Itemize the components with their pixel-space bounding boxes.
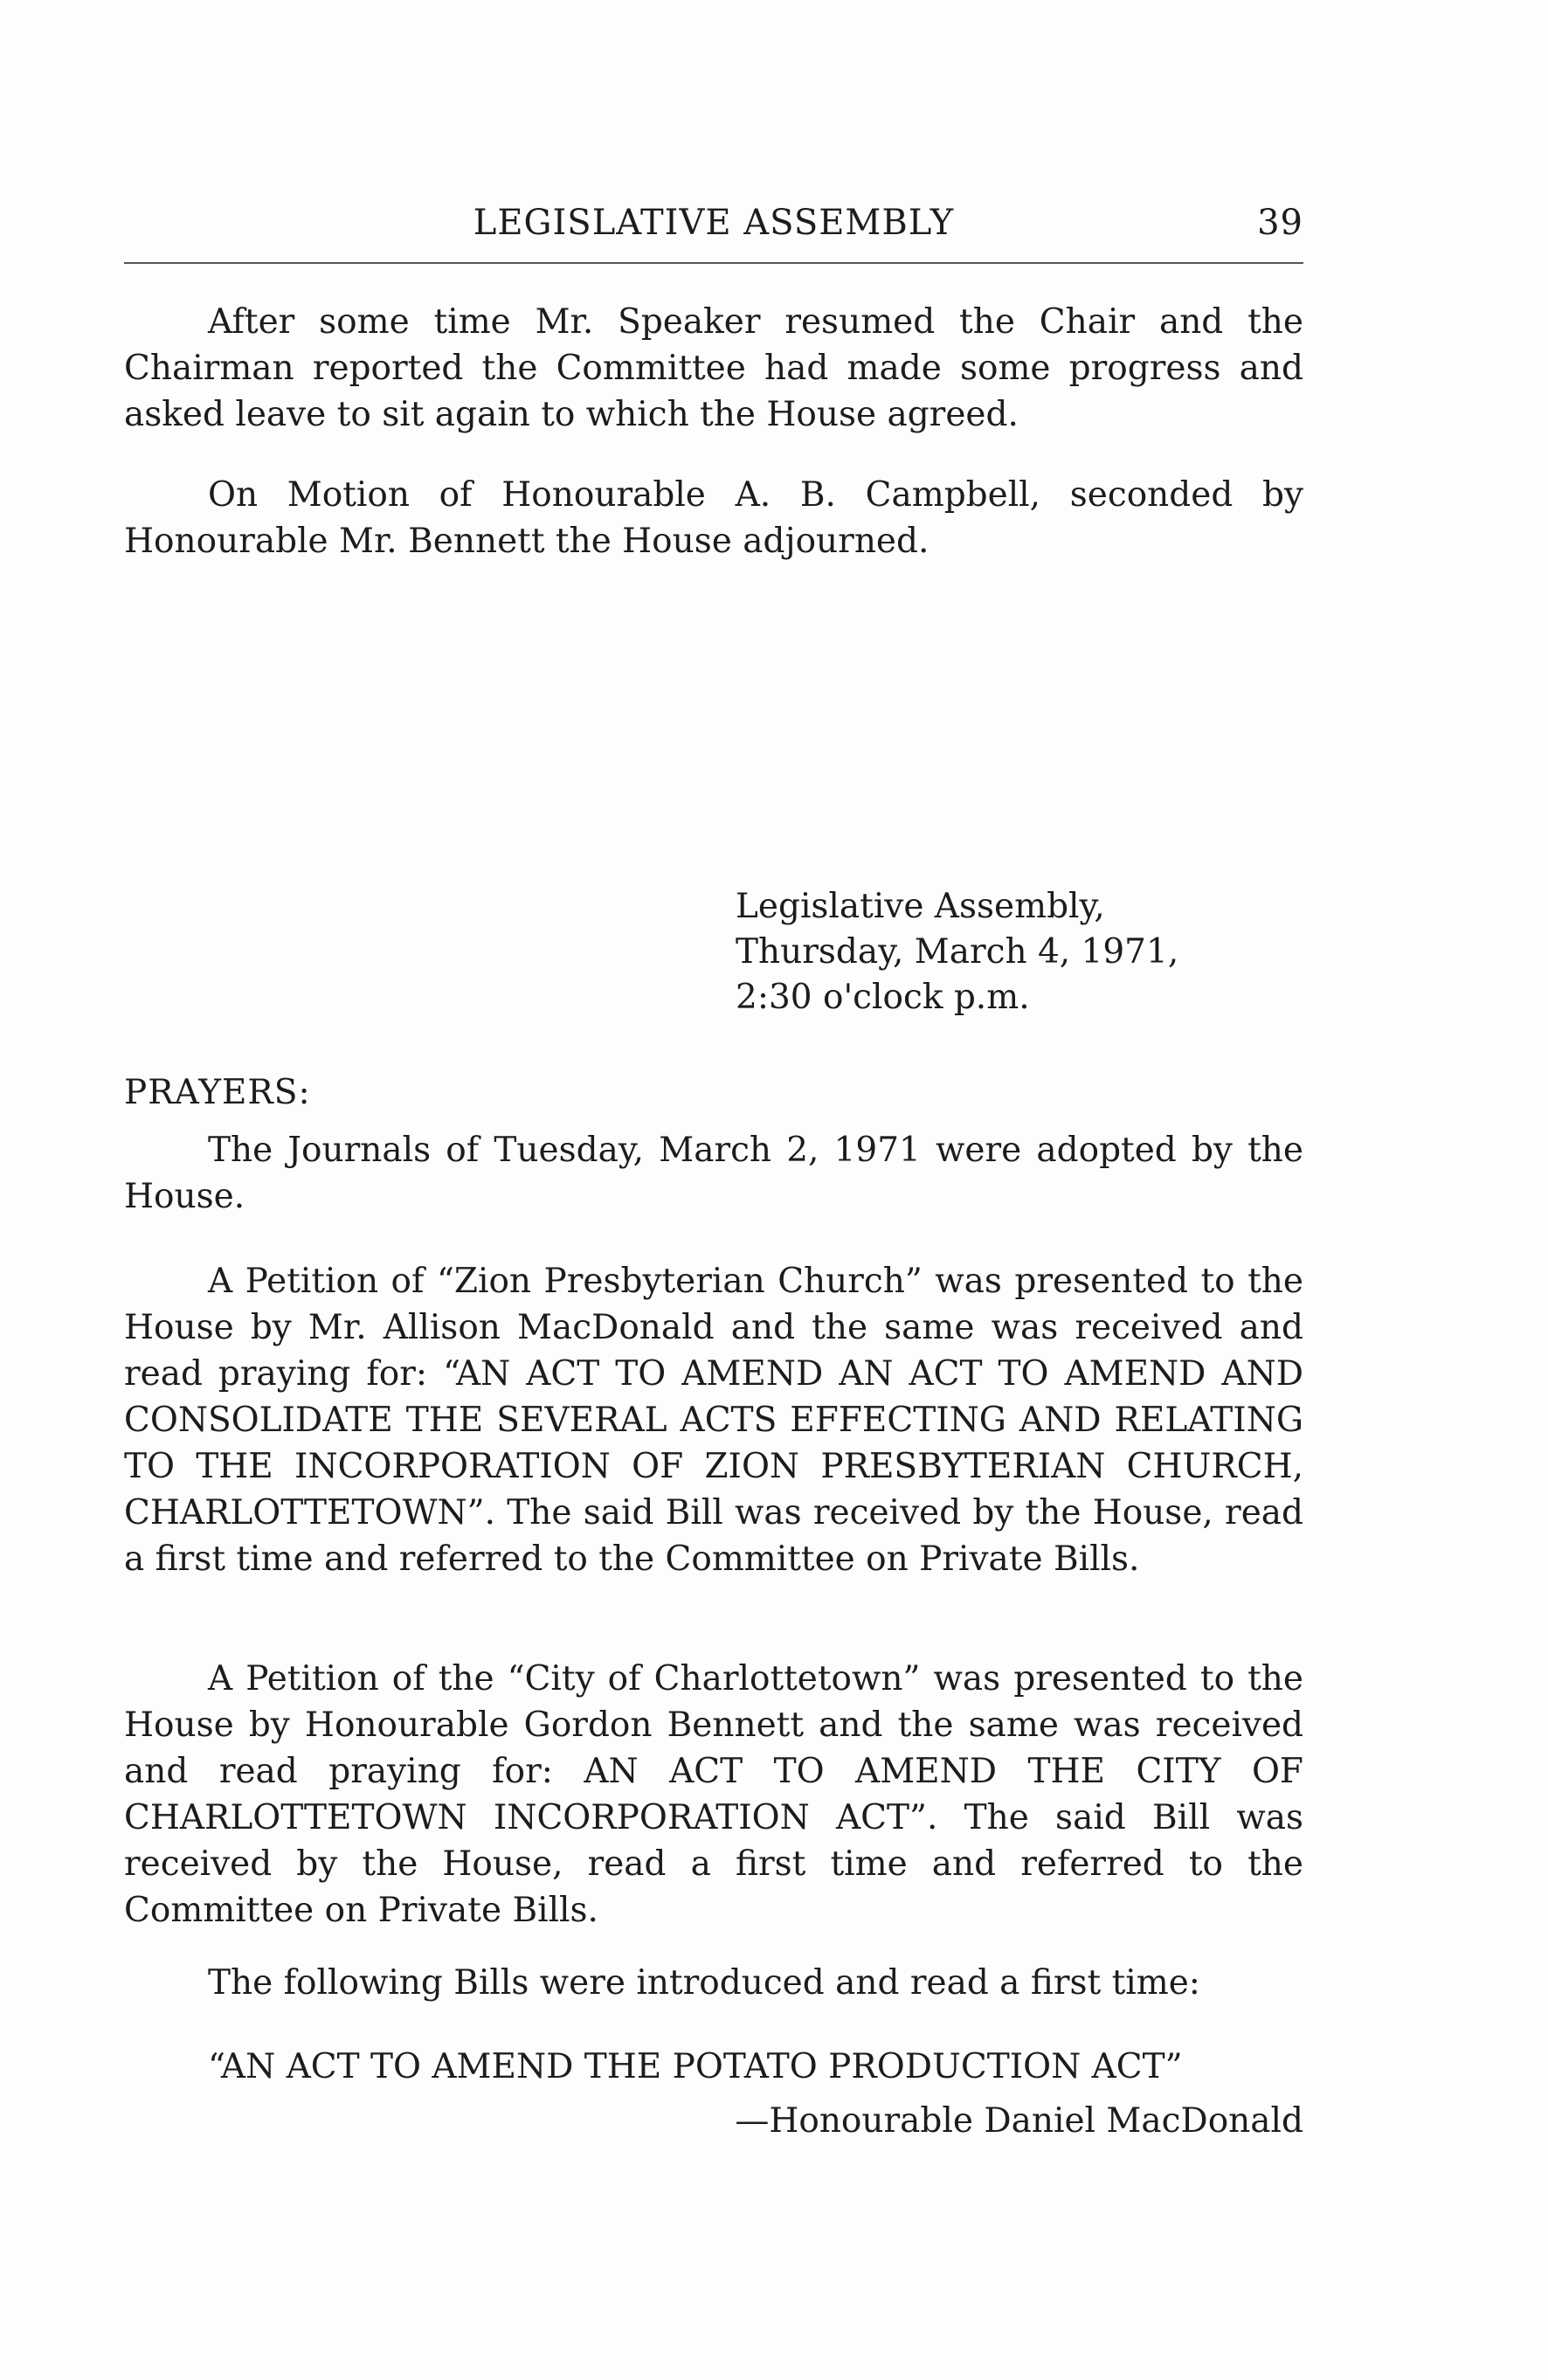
- running-head: [124, 203, 1303, 255]
- prayers-heading: PRAYERS:: [124, 1073, 311, 1112]
- running-title: LEGISLATIVE ASSEMBLY: [473, 203, 955, 243]
- bill-title: “AN ACT TO AMEND THE POTATO PRODUCTION ACT”: [208, 2047, 1183, 2086]
- zion-petition-paragraph: A Petition of “Zion Presbyterian Church” was presented to the House by Mr. Allison MacDonald and the same was received and read praying for: “AN ACT TO AMEND AN ACT TO AMEND AND CONSOLIDATE THE SEVERAL ACTS EFFECTING AND RELATING TO THE INCORPORATION OF ZION PRESBYTERIAN CHURCH, CHARLOTTETOWN”. The said Bill was received by the House, read a first time and referred to the Committee on Private Bills.: [124, 1262, 1303, 1579]
- page-number: 39: [1257, 203, 1303, 243]
- bills-intro-paragraph: The following Bills were introduced and read a first time:: [208, 1963, 1200, 2003]
- dateline-date: Thursday, March 4, 1971,: [736, 932, 1179, 972]
- bill-sponsor: —Honourable Daniel MacDonald: [735, 2101, 1303, 2141]
- adjournment-paragraph: On Motion of Honourable A. B. Campbell, seconded by Honourable Mr. Bennett the House adjourned.: [124, 475, 1303, 561]
- dateline-assembly: Legislative Assembly,: [736, 887, 1105, 926]
- city-petition-paragraph: A Petition of the “City of Charlottetown” was presented to the House by Honourable Gordon Bennett and the same was received and read praying for: AN ACT TO AMEND THE CITY OF CHARLOTTETOWN INCORPORATION ACT”. The said Bill was received by the House, read a first time and referred to the Committee on Private Bills.: [124, 1659, 1303, 1930]
- header-rule: [124, 262, 1303, 264]
- dateline-time: 2:30 o'clock p.m.: [736, 978, 1030, 1017]
- committee-paragraph: After some time Mr. Speaker resumed the Chair and the Chairman reported the Committee had made some progress and asked leave to sit again to which the House agreed.: [124, 302, 1303, 434]
- sitting-dateline: [736, 884, 1178, 1020]
- journals-paragraph: The Journals of Tuesday, March 2, 1971 were adopted by the House.: [124, 1131, 1303, 1216]
